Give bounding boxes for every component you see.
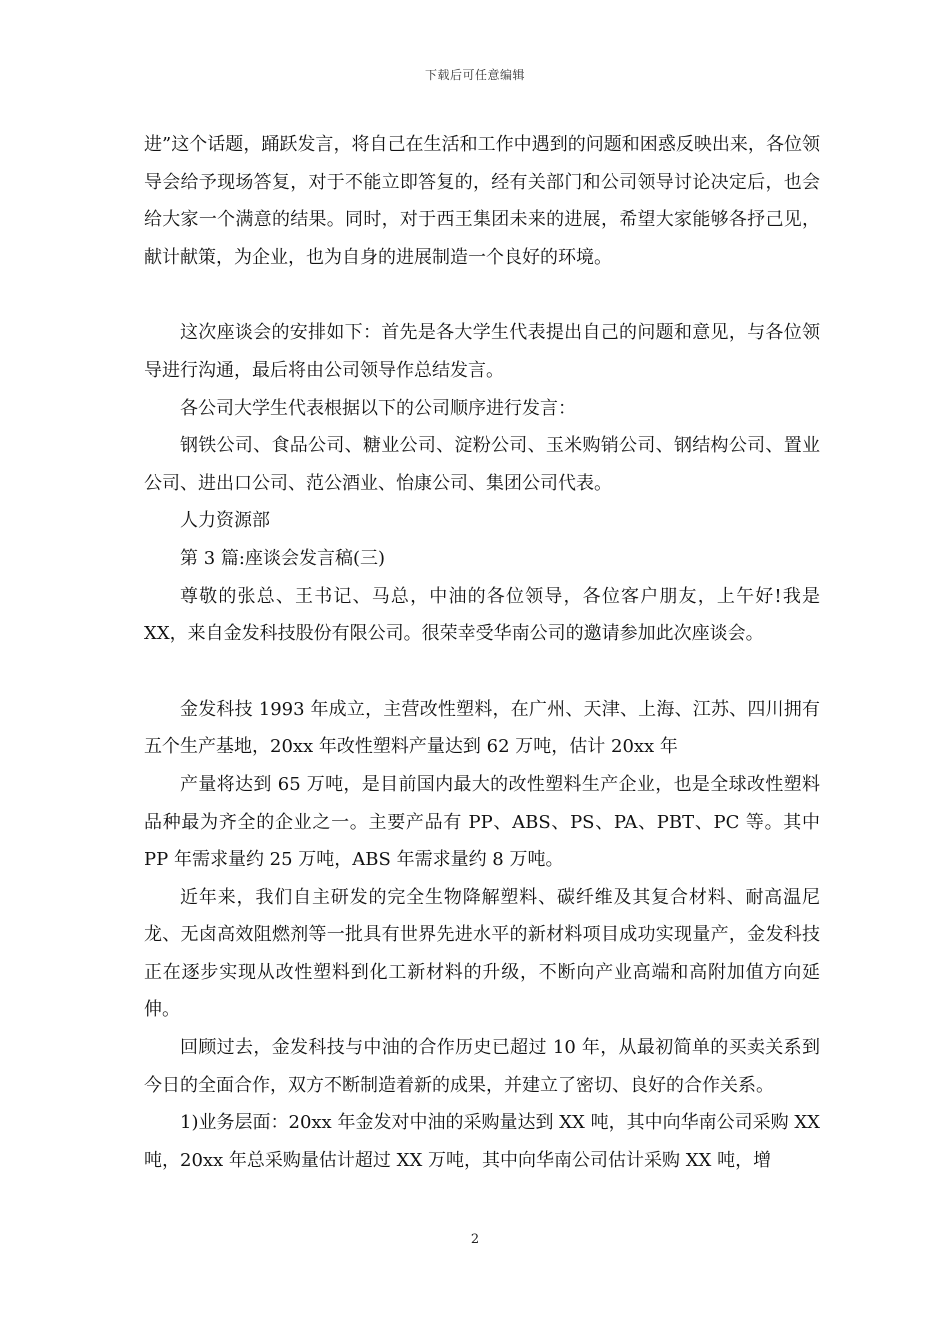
document-body <box>144 126 820 1179</box>
section-heading: 第 3 篇:座谈会发言稿(三) <box>180 547 386 569</box>
paragraph-cooperation-history: 回顾过去，金发科技与中油的合作历史已超过 10 年，从最初简单的买卖关系到今日的全面合作，双方不断制造着新的成果，并建立了密切、良好的合作关系。 <box>144 1037 820 1096</box>
paragraph-gap <box>144 653 820 691</box>
paragraph-greeting: 尊敬的张总、王书记、马总，中油的各位领导，各位客户朋友，上午好!我是 XX，来自金发科技股份有限公司。很荣幸受华南公司的邀请参加此次座谈会。 <box>144 585 820 645</box>
page-header: 下载后可任意编辑 <box>424 68 525 82</box>
page-number: 2 <box>470 1232 480 1247</box>
paragraph-department-signature: 人力资源部 <box>180 510 270 532</box>
paragraph-products: 产量将达到 65 万吨，是目前国内最大的改性塑料生产企业，也是全球改性塑料品种最为齐全的企业之一。主要产品有 PP、ABS、PS、PA、PBT、PC 等。其中 PP 年需求量约 25 万吨，ABS 年需求量约 8 万吨。 <box>144 773 820 871</box>
paragraph-speaking-order-intro: 各公司大学生代表根据以下的公司顺序进行发言： <box>180 397 576 419</box>
paragraph-continuation: 进”这个话题，踊跃发言，将自己在生活和工作中遇到的问题和困惑反映出来，各位领导会给予现场答复，对于不能立即答复的，经有关部门和公司领导讨论决定后，也会给大家一个满意的结果。同时，对于西王集团未来的进展，希望大家能够各抒己见，献计献策，为企业，也为自身的进展制造一个良好的环境。 <box>144 134 820 268</box>
paragraph-meeting-arrangement: 这次座谈会的安排如下：首先是各大学生代表提出自己的问题和意见，与各位领导进行沟通，最后将由公司领导作总结发言。 <box>144 322 820 381</box>
paragraph-business-level: 1)业务层面：20xx 年金发对中油的采购量达到 XX 吨，其中向华南公司采购 XX 吨，20xx 年总采购量估计超过 XX 万吨，其中向华南公司估计采购 XX 吨，增 <box>144 1112 820 1171</box>
paragraph-company-intro: 金发科技 1993 年成立，主营改性塑料，在广州、天津、上海、江苏、四川拥有五个生产基地，20xx 年改性塑料产量达到 62 万吨，估计 20xx 年 <box>144 698 820 758</box>
paragraph-company-list: 钢铁公司、食品公司、糖业公司、淀粉公司、玉米购销公司、钢结构公司、置业公司、进出口公司、范公酒业、怡康公司、集团公司代表。 <box>144 435 820 494</box>
paragraph-gap <box>144 276 820 314</box>
paragraph-research: 近年来，我们自主研发的完全生物降解塑料、碳纤维及其复合材料、耐高温尼龙、无卤高效阻燃剂等一批具有世界先进水平的新材料项目成功实现量产，金发科技正在逐步实现从改性塑料到化工新材料的升级，不断向产业高端和高附加值方向延伸。 <box>144 886 820 1021</box>
